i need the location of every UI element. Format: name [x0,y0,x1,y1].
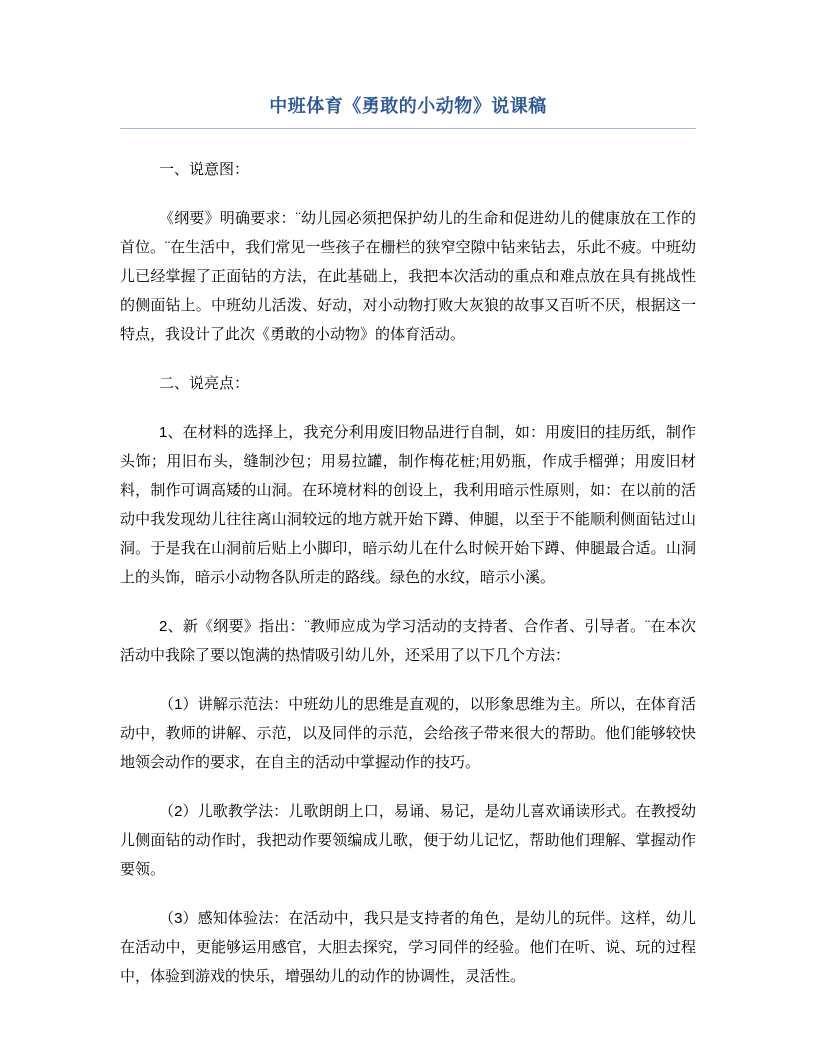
paragraph: （2）儿歌教学法：儿歌朗朗上口，易诵、易记，是幼儿喜欢诵读形式。在教授幼儿侧面钻的动作时，我把动作要领编成儿歌，便于幼儿记忆，帮助他们理解、掌握动作要领。 [120,803,696,878]
paragraph: 《纲要》明确要求：¨幼儿园必须把保护幼儿的生命和促进幼儿的健康放在工作的首位。¨在生活中，我们常见一些孩子在栅栏的狭窄空隙中钻来钻去，乐此不疲。中班幼儿已经掌握了正面钻的方法，在此基础上，我把本次活动的重点和难点放在具有挑战性的侧面钻上。中班幼儿活泼、好动，对小动物打败大灰狼的故事又百听不厌，根据这一特点，我设计了此次《勇敢的小动物》的体育活动。 [120,210,696,343]
paragraph: 二、说亮点： [159,375,250,392]
paragraph: 一、说意图： [159,161,250,178]
paragraph: 1、在材料的选择上，我充分利用废旧物品进行自制，如：用废旧的挂历纸，制作头饰；用旧布头，缝制沙包；用易拉罐，制作梅花桩;用奶瓶，作成手榴弹；用废旧材料，制作可调高矮的山洞。在环境材料的创设上，我利用暗示性原则，如：在以前的活动中我发现幼儿往往离山洞较远的地方就开始下蹲、伸腿，以至于不能顺利侧面钻过山洞。于是我在山洞前后贴上小脚印，暗示幼儿在什么时候开始下蹲、伸腿最合适。山洞上的头饰，暗示小动物各队所走的路线。绿色的水纹，暗示小溪。 [120,424,696,586]
title-divider [120,128,696,129]
paragraph: （3）感知体验法：在活动中，我只是支持者的角色，是幼儿的玩伴。这样，幼儿在活动中，更能够运用感官，大胆去探究，学习同伴的经验。他们在听、说、玩的过程中，体验到游戏的快乐，增强幼儿的动作的协调性，灵活性。 [120,910,696,985]
paragraph: （1）讲解示范法：中班幼儿的思维是直观的，以形象思维为主。所以，在体育活动中，教师的讲解、示范，以及同伴的示范，会给孩子带来很大的帮助。他们能够较快地领会动作的要求，在自主的活动中掌握动作的技巧。 [120,696,696,771]
document-title: 中班体育《勇敢的小动物》说课稿 [269,96,547,116]
paragraph: 2、新《纲要》指出：¨教师应成为学习活动的支持者、合作者、引导者。¨在本次活动中我除了要以饱满的热情吸引幼儿外，还采用了以下几个方法： [120,618,696,664]
document-body [120,155,696,991]
